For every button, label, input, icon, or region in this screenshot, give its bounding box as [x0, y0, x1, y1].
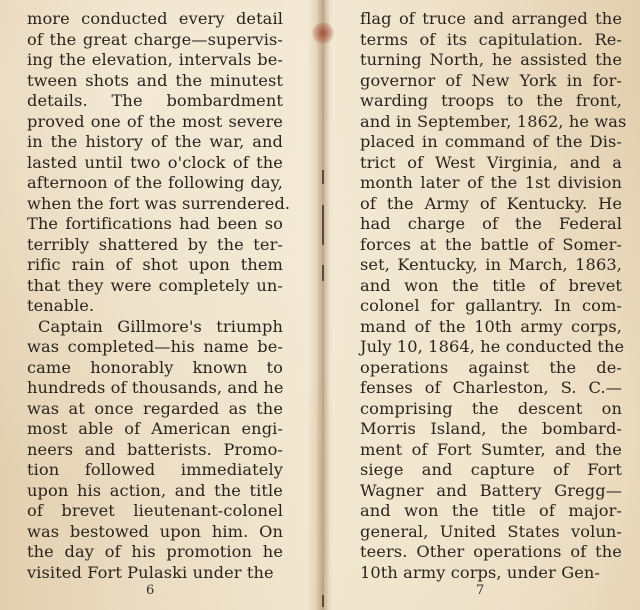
- text-line: ing the elevation, intervals be-: [27, 50, 283, 69]
- text-line: Wagner and Battery Gregg—: [360, 480, 622, 500]
- text-line: of the great charge—supervis-: [27, 29, 283, 49]
- text-line: most able of American engi-: [27, 419, 283, 438]
- text-line: came honorably known to: [27, 357, 283, 377]
- text-line: month later of the 1st division: [360, 173, 622, 192]
- text-line: and won the title of brevet: [360, 275, 622, 295]
- text-line: the day of his promotion he: [27, 542, 283, 561]
- text-line: July 10, 1864, he conducted the: [360, 337, 625, 356]
- text-line: was completed—his name be-: [27, 337, 283, 356]
- text-line: lasted until two o'clock of the: [27, 152, 283, 172]
- text-line: Morris Island, the bombard-: [360, 419, 622, 438]
- text-line: afternoon of the following day,: [27, 173, 283, 192]
- text-line: neers and batterists. Promo-: [27, 439, 283, 459]
- text-line: general, United States volun-: [360, 521, 622, 541]
- text-line: visited Fort Pulaski under the: [27, 562, 274, 582]
- text-line: placed in command of the Dis-: [360, 132, 622, 151]
- text-line: tion followed immediately: [27, 460, 283, 479]
- text-line: had charge of the Federal: [360, 214, 622, 233]
- text-line: siege and capture of Fort: [360, 460, 622, 479]
- text-line: governor of New York in for-: [360, 70, 622, 90]
- text-line: that they were completely un-: [27, 275, 283, 295]
- text-line: The fortifications had been so: [27, 214, 283, 233]
- text-line: in the history of the war, and: [27, 132, 283, 151]
- right-page-number: 7: [476, 583, 485, 598]
- binding-thread-middle: [322, 205, 324, 245]
- text-line: was bestowed upon him. On: [27, 521, 283, 541]
- text-line: proved one of the most severe: [27, 111, 283, 131]
- text-line: set, Kentucky, in March, 1863,: [360, 255, 622, 274]
- text-line: forces at the battle of Somer-: [360, 234, 622, 254]
- text-line: of the Army of Kentucky. He: [360, 193, 622, 213]
- text-line: colonel for gallantry. In com-: [360, 296, 622, 315]
- binding-thread-top: [322, 170, 324, 184]
- right-page-text: [360, 9, 627, 583]
- book-gutter: [316, 0, 330, 610]
- text-line: was at once regarded as the: [27, 398, 283, 418]
- text-line: teers. Other operations of the: [360, 542, 622, 561]
- text-line: tween shots and the minutest: [27, 70, 283, 90]
- text-line: rific rain of shot upon them: [27, 255, 283, 274]
- text-line: operations against the de-: [360, 357, 622, 377]
- text-line: 10th army corps, under Gen-: [360, 562, 600, 582]
- text-line: mand of the 10th army corps,: [360, 316, 622, 336]
- text-line: when the fort was surrendered.: [27, 193, 291, 213]
- text-line: terribly shattered by the ter-: [27, 234, 283, 254]
- text-line: details. The bombardment: [27, 91, 283, 110]
- text-line: and won the title of major-: [360, 501, 622, 520]
- text-line: tenable.: [27, 296, 95, 315]
- text-line: more conducted every detail: [27, 9, 283, 28]
- binding-thread-bottom: [322, 595, 324, 607]
- left-page-text: [27, 9, 291, 583]
- text-line: of brevet lieutenant-colonel: [27, 501, 283, 520]
- text-line: comprising the descent on: [360, 398, 622, 418]
- text-line: turning North, he assisted the: [360, 50, 622, 69]
- text-line: hundreds of thousands, and he: [27, 378, 284, 397]
- text-line: ment of Fort Sumter, and the: [360, 439, 622, 459]
- text-line: Captain Gillmore's triumph: [38, 316, 283, 336]
- left-page-number: 6: [146, 583, 155, 598]
- text-line: upon his action, and the title: [27, 480, 283, 500]
- text-line: and in September, 1862, he was: [360, 111, 627, 131]
- text-line: trict of West Virginia, and a: [360, 152, 622, 172]
- text-line: warding troops to the front,: [360, 91, 622, 110]
- text-line: flag of truce and arranged the: [360, 9, 622, 28]
- text-line: terms of its capitulation. Re-: [360, 29, 622, 49]
- binding-thread-lower: [322, 265, 324, 281]
- text-line: fenses of Charleston, S. C.—: [360, 378, 622, 397]
- stain-mark: [312, 22, 334, 44]
